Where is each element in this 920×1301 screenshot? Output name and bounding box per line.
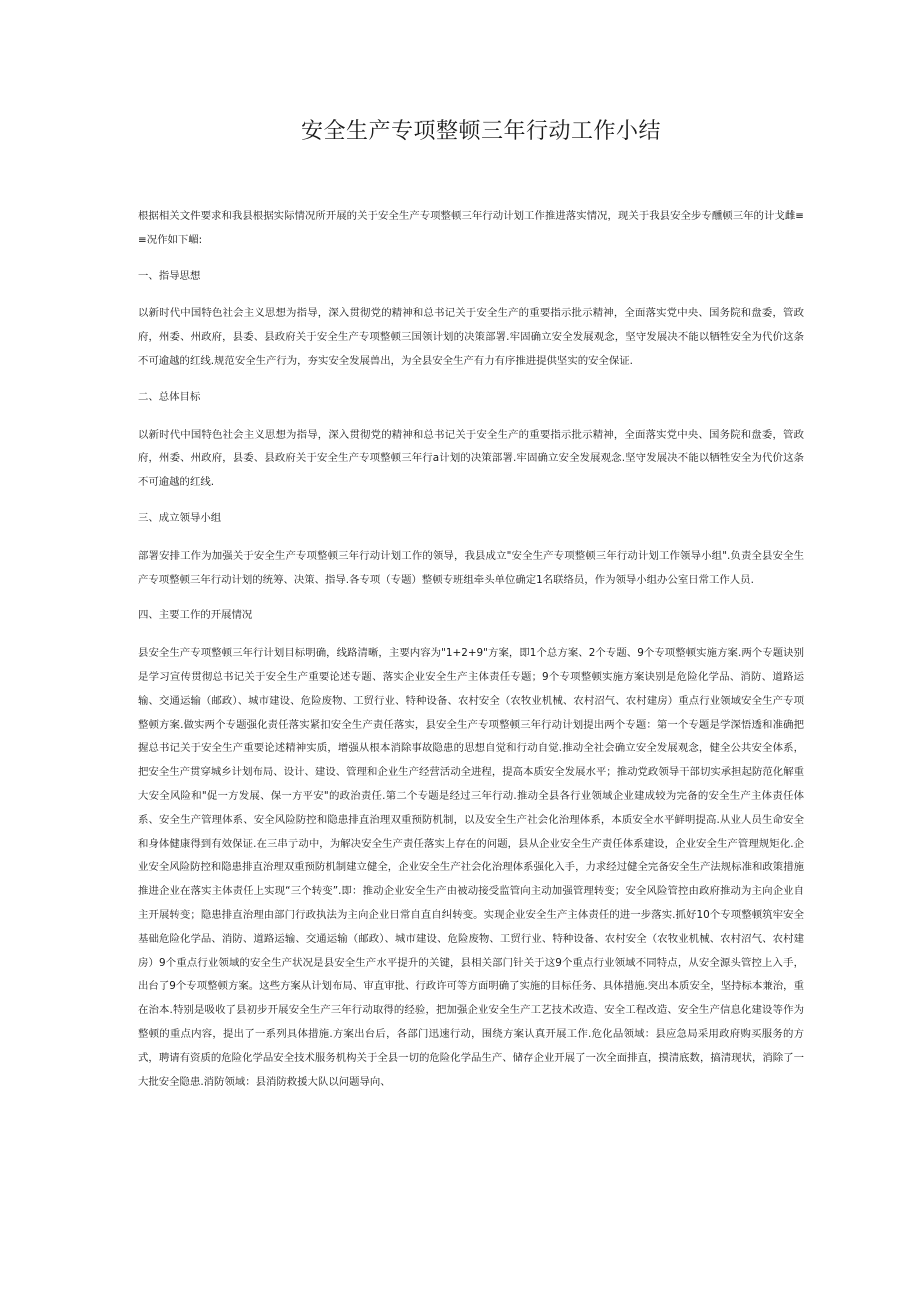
section-text-overall-goal: 以新时代中国特色社会主义思想为指导，深入贯彻党的精神和总书记关于安全生产的重要指示批示精神，全面落实党中央、国务院和盘委，管政府，州委、州政府，县委、县政府关于安全生产专项整顿三年行a计划的决策部署.牢固确立安全发展观念.坚守发展决不能以牺牲安全为代价这条不可逾越的红线. [138, 428, 804, 489]
section-heading-main-work: 四、主要工作的开展情况 [138, 609, 253, 622]
section-text-guiding-ideology: 以新时代中国特色社会主义思想为指导，深入贯彻党的精神和总书记关于安全生产的重要指示批示精神，全面落实党中央、国务院和盘委，管政府，州委、州政府，县委、县政府关于安全生产专项整顿三国领计划的决策部署.牢固确立安全发展观念，坚守发展决不能以牺牲安全为代价这条不可逾越的红线.规范安全生产行为，夯实安全发展兽出，为全县安全生产有力有序推进提供坚实的安全保证. [138, 307, 804, 367]
section-text-main-work: 县安全生产专项整顿三年行计划目标明确，线路清晰，主要内容为"1+2+9"方案，即1个总方案、2个专题、9个专项整顿实施方案.两个专题诀别是学习宣传贯彻总书记关于安全生产重要论述专题、落实企业安全生产主体责任专题；9个专项整顿实施方案诀别是危险化学品、消防、道路运输、交通运输（邮政）、城市建设、危险废物、工贸行业、特种设备、农村安全（农牧业机械、农村沼气、农村建房）重点行业领域安全生产专项整顿方案.做实两个专题强化责任落实紧扣安全生产责任落实，县安全生产专项整顿三年行动计划提出两个专题：第一个专题是学深悟透和准确把握总书记关于安全生产重要论述精神实质，增强从根本消除事故隐患的思想自觉和行动自觉.推动全社会确立安全发展观念，健全公共安全体系，把安全生产贯穿城乡计划布局、设计、建设、管理和企业生产经营活动全进程，提高本质安全发展水平；推动党政领导干部切实承担起防范化解重大安全风险和"促一方发展、保一方平安"的政治责任.第二个专题是经过三年行动.推动全县各行业领域企业建成较为完备的安全生产主体责任体系、安全生产管理体系、安全风险防控和隐患排直治理双重预防机制，以及安全生产社会化治理体系，本质安全水平鲜明提高.从业人员生命安全和身体健康得到有效保证.在三串亍动中，为解决安全生产责任落实上存在的问题，县从企业安全生产责任体系建设，企业安全生产管理规矩化.企业安全风险防控和隐患排直治理双重预防机制建立健全，企业安全生产社会化治理体系强化入手，力求经过健全完备安全生产法规标准和政策措施推进企业在落实主体责任上实现“三个转变”.即：推动企业安全生产由被动接受监管向主动加强管理转变；安全风险管控由政府推动为主向企业自主开展转变；隐患排直治理由部门行政执法为主向企业日常自直自纠转变。实现企业安全生产主体责任的进一步落实.抓好10个专项整顿筑牢安全基础危险化学品、消防、道路运输、交通运输（邮政）、城市建设、危险废物、工贸行业、特种设备、农村安全（农牧业机械、农村沼气、农村建房）9个重点行业领域的安全生产状况是县安全生产水平提升的关键，县相关部门针关于这9个重点行业领域不同特点，从安全源头管控上入手，出台了9个专项整顿方案。这些方案从计划布局、审直审批、行政许可等方面明确了实施的目标任务、具体措施.突出本质安全，坚持标本兼治，重在治本.特别是吸收了县初步开展安全生产三年行动取得的经验，把加强企业安全生产工艺技术改造、安全工程改造、安全生产信息化建设等作为整顿的重点内容，提出了一系列具体措施.方案出台后，各部门迅速行动，围绕方案认真开展工作.危化品领域：县应急局采用政府购买服务的方式，聘请有资质的危险化学品安全技术服务机构关于全县一切的危险化学品生产、储存企业开展了一次全面排直，摸清底数，搞清现状，消除了一大批安全隐患.消防领域：县消防救援大队以问题导向、 [138, 647, 804, 1088]
intro-paragraph: 根据相关文件要求和我县根据实际情况所开展的关于安全生产专项整顿三年行动计划工作推进落实情况，现关于我县安全步专醺顿三年的计戈雌≡≡况作如下嵋: [138, 210, 804, 246]
section-heading-overall-goal: 二、总体目标 [138, 390, 201, 403]
section-text-leading-group: 部署安排工作为加强关于安全生产专项整顿三年行动计划工作的领导，我县成立"安全生产专项整顿三年行动计划工作领导小组".负责全县安全生产专项整顿三年行动计划的统筹、决策、指导.各专项（专题）整顿专班组牵头单位确定1名联络员，作为领导小组办公室日常工作人员. [138, 549, 804, 586]
document-body [138, 205, 804, 1094]
document-title: 安全生产专项整顿三年行动工作小结 [300, 119, 661, 144]
section-heading-leading-group: 三、成立领导小组 [138, 511, 222, 524]
section-heading-guiding-ideology: 一、指导思想 [138, 269, 201, 282]
